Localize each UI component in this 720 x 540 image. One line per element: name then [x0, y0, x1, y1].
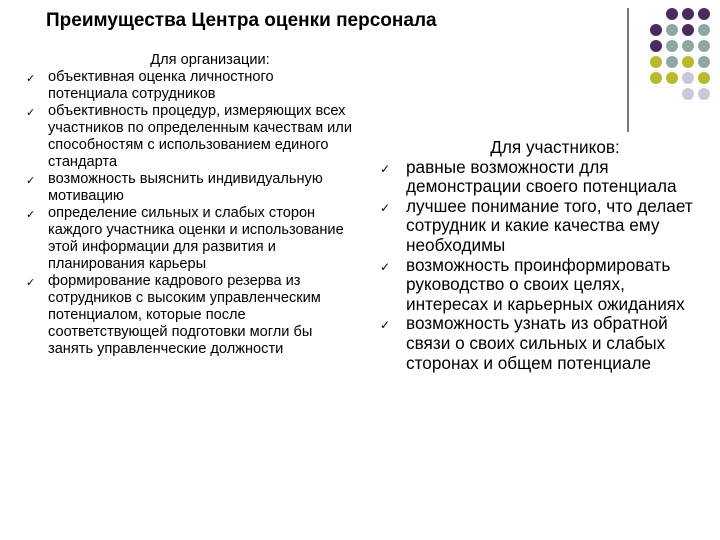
list-item-text: возможность проинформировать руководство о своих целях, интересах и карьерных ожиданиях — [406, 254, 685, 314]
decor-dot — [698, 56, 710, 68]
decor-dot — [682, 56, 694, 68]
decor-dot — [682, 40, 694, 52]
decorative-dot-grid — [636, 8, 714, 108]
participants-list — [380, 158, 710, 374]
decor-dot — [650, 72, 662, 84]
decor-dot — [650, 24, 662, 36]
list-item — [380, 158, 710, 197]
checkmark-icon: ✓ — [26, 208, 36, 221]
checkmark-icon: ✓ — [380, 200, 391, 215]
list-item — [26, 103, 356, 171]
list-item — [380, 197, 710, 256]
organization-column — [26, 52, 356, 358]
list-item-text: возможность выяснить индивидуальную мотивацию — [48, 171, 323, 204]
decor-dot — [650, 56, 662, 68]
decor-dot — [698, 40, 710, 52]
list-item-text: определение сильных и слабых сторон каждого участника оценки и использование этой информации для развития и планирования карьеры — [48, 205, 344, 272]
divider-line — [627, 8, 629, 132]
checkmark-icon: ✓ — [380, 161, 391, 176]
decor-dot — [698, 88, 710, 100]
list-item-text: возможность узнать из обратной связи о своих сильных и слабых сторонах и общем потенциале — [406, 313, 668, 373]
checkmark-icon: ✓ — [380, 259, 391, 274]
checkmark-icon: ✓ — [26, 72, 36, 85]
decor-dot — [682, 8, 694, 20]
list-item-text: лучшее понимание того, что делает сотрудник и какие качества ему необходимы — [406, 195, 693, 255]
checkmark-icon: ✓ — [26, 174, 36, 187]
checkmark-icon: ✓ — [26, 106, 36, 119]
decor-dot — [682, 24, 694, 36]
list-item-text: объективность процедур, измеряющих всех участников по определенным качествам или способностям с использованием единого стандарта — [48, 103, 352, 170]
list-item — [380, 314, 710, 373]
decor-dot — [666, 56, 678, 68]
list-item-text: объективная оценка личностного потенциала сотрудников — [48, 69, 274, 102]
participants-heading: Для участников: — [490, 137, 620, 157]
list-item — [26, 69, 356, 103]
decor-dot — [682, 88, 694, 100]
decor-dot — [650, 40, 662, 52]
checkmark-icon: ✓ — [380, 318, 391, 333]
list-item — [26, 171, 356, 205]
organization-list — [26, 69, 356, 358]
checkmark-icon: ✓ — [26, 276, 36, 289]
decor-dot — [698, 8, 710, 20]
list-item-text: формирование кадрового резерва из сотрудников с высоким управленческим потенциалом, которые после соответствующей подготовки могли бы занять управленческие должности — [48, 273, 321, 357]
participants-column — [380, 138, 710, 373]
list-item — [380, 256, 710, 315]
decor-dot — [698, 72, 710, 84]
decor-dot — [666, 24, 678, 36]
decor-dot — [666, 72, 678, 84]
decor-dot — [698, 24, 710, 36]
decor-dot — [682, 72, 694, 84]
decor-dot — [666, 40, 678, 52]
slide-title: Преимущества Центра оценки персонала — [46, 10, 437, 31]
decor-dot — [666, 8, 678, 20]
organization-heading: Для организации: — [150, 52, 270, 68]
list-item — [26, 205, 356, 273]
list-item-text: равные возможности для демонстрации своего потенциала — [406, 156, 677, 197]
list-item — [26, 273, 356, 358]
